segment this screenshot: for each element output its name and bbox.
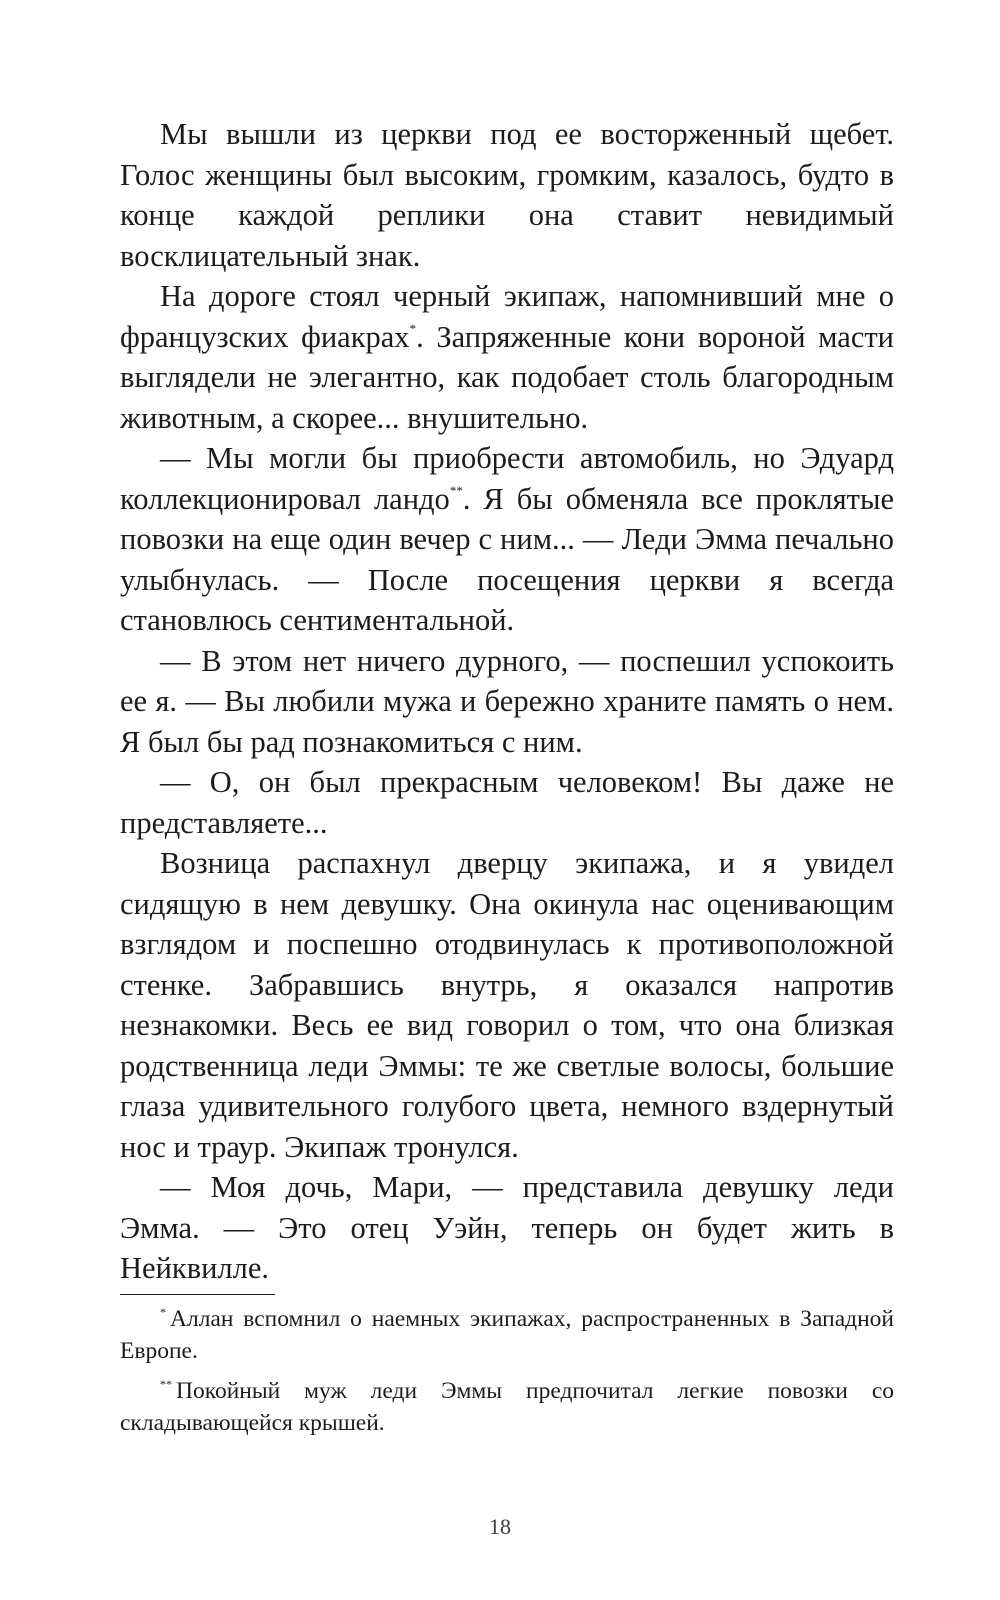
footnote xyxy=(120,1375,894,1439)
paragraph: — В этом нет ничего дурного, — поспешил успокоить ее я. — Вы любили мужа и бережно храните память о нем. Я был бы рад познакомиться с ним. xyxy=(120,643,894,759)
footnote-divider xyxy=(120,1294,275,1295)
paragraph: Мы вышли из церкви под ее восторженный щебет. Голос женщины был высоким, громким, казалось, будто в конце каждой реплики она ставит невидимый восклицательный знак. xyxy=(120,117,894,273)
footnote-text: Покойный муж леди Эммы предпочитал легкие повозки со складывающейся крышей. xyxy=(120,1378,894,1436)
footnote-mark: * xyxy=(160,1305,166,1319)
footnote-text: Аллан вспомнил о наемных экипажах, распространенных в Западной Европе. xyxy=(120,1306,894,1364)
body-text xyxy=(120,114,894,1289)
paragraph: — Мы могли бы приобрести автомобиль, но Эдуард коллекционировал ландо**. Я бы обменяла все проклятые повозки на еще один вечер с ним... — Леди Эмма печально улыбнулась. — После посещения церкви я всегда становлюсь сентиментальной. xyxy=(120,441,894,637)
footnote-reference: * xyxy=(409,320,417,336)
footnote-reference: ** xyxy=(449,482,463,498)
footnote xyxy=(120,1303,894,1367)
paragraph: — О, он был прекрасным человеком! Вы даже не представляете... xyxy=(120,765,894,840)
paragraph: Возница распахнул дверцу экипажа, и я увидел сидящую в нем девушку. Она окинула нас оценивающим взглядом и поспешно отодвинулась к противоположной стенке. Забравшись внутрь, я оказался напротив незнакомки. Весь ее вид говорил о том, что она близкая родственница леди Эммы: те же светлые волосы, большие глаза удивительного голубого цвета, немного вздернутый нос и траур. Экипаж тронулся. xyxy=(120,846,894,1164)
paragraph: — Моя дочь, Мари, — представила девушку леди Эмма. — Это отец Уэйн, теперь он будет жить в Нейквилле. xyxy=(120,1170,894,1285)
footnote-mark: ** xyxy=(160,1377,172,1391)
paragraph: На дороге стоял черный экипаж, напомнивший мне о французских фиакрах*. Запряженные кони вороной масти выглядели не элегантно, как подобает столь благородным животным, а скорее... внушительно. xyxy=(120,279,895,435)
footnotes xyxy=(120,1303,894,1447)
page-number: 18 xyxy=(489,1514,511,1539)
